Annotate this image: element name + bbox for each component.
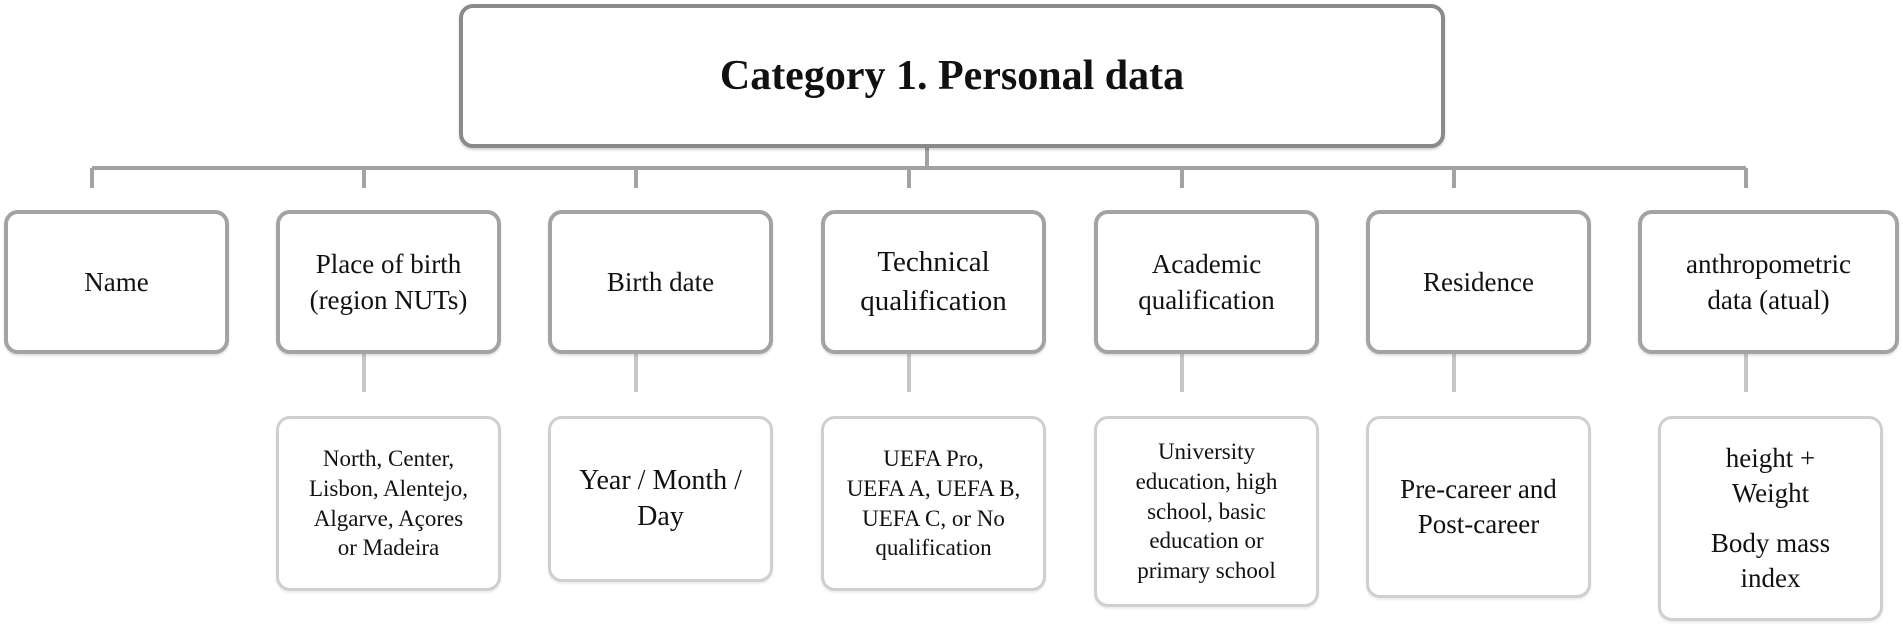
node-residence	[1366, 210, 1591, 354]
detail-anthropometric-data	[1658, 416, 1883, 621]
detail-academic-qualification	[1094, 416, 1319, 607]
detail-residence	[1366, 416, 1591, 598]
node-anthropometric-data	[1638, 210, 1899, 354]
detail-academic-qualification-text: University education, high school, basic education or primary school	[1135, 438, 1278, 584]
node-place-of-birth	[276, 210, 501, 354]
node-birth-date	[548, 210, 773, 354]
node-academic-qualification-label: Academic qualification	[1138, 248, 1275, 315]
node-residence-label: Residence	[1423, 266, 1534, 297]
node-academic-qualification	[1094, 210, 1319, 354]
detail-birth-date-text: Year / Month / Day	[579, 464, 742, 532]
detail-place-of-birth	[276, 416, 501, 591]
root-title: Category 1. Personal data	[719, 53, 1185, 99]
detail-anthropometric-text-2: Body mass index	[1710, 527, 1831, 593]
node-anthropometric-data-label: anthropometric data (atual)	[1686, 248, 1851, 315]
detail-place-of-birth-text: North, Center, Lisbon, Alentejo, Algarve, Açores or Madeira	[308, 445, 469, 561]
detail-anthropometric-text-1: height + Weight	[1725, 443, 1816, 509]
detail-birth-date	[548, 416, 773, 582]
node-birth-date-label: Birth date	[606, 266, 715, 297]
node-technical-qualification	[821, 210, 1046, 354]
node-name-label: Name	[84, 266, 149, 297]
detail-technical-qualification	[821, 416, 1046, 591]
root-category-box	[459, 4, 1445, 148]
node-technical-qualification-label: Technical qualification	[860, 245, 1007, 317]
detail-residence-text: Pre-career and Post-career	[1400, 473, 1557, 539]
node-name	[4, 210, 229, 354]
detail-technical-qualification-text: UEFA Pro, UEFA A, UEFA B, UEFA C, or No qualification	[846, 445, 1021, 561]
node-place-of-birth-label: Place of birth (region NUTs)	[309, 248, 468, 315]
